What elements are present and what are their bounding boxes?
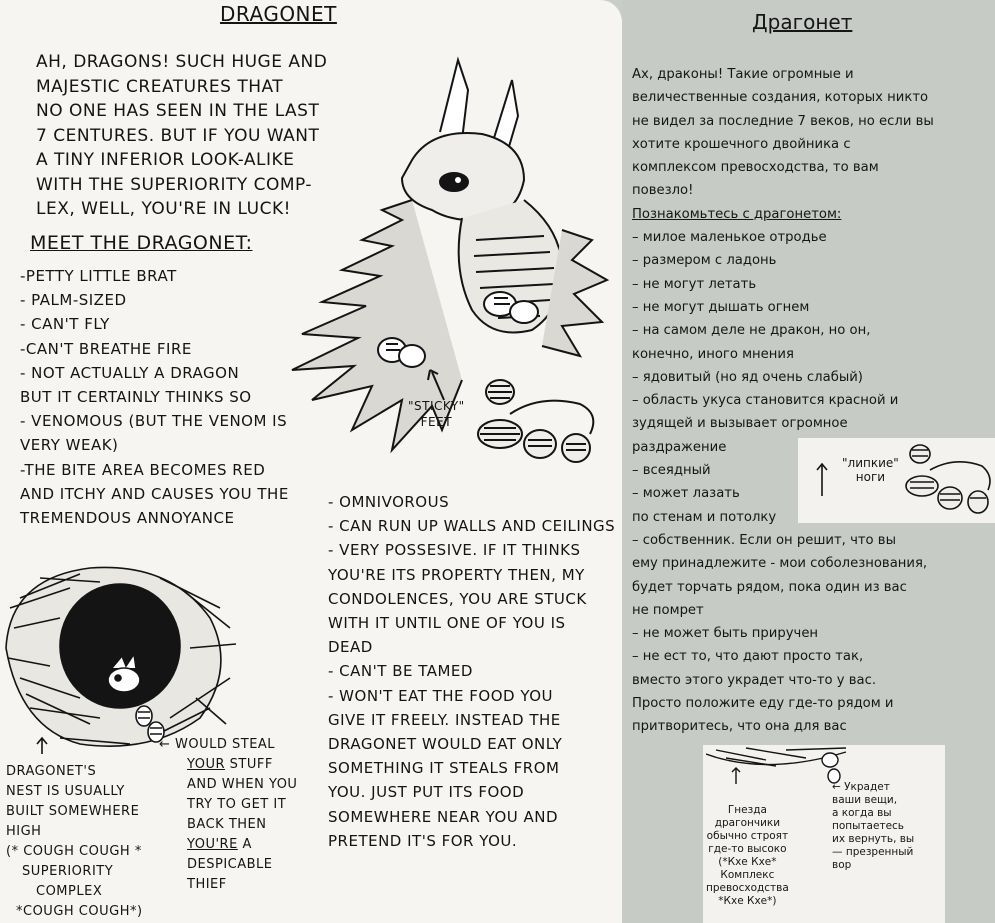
intro-line: NO ONE HAS SEEN IN THE LAST [36,101,320,121]
trait-item: GIVE IT FREELY. INSTEAD THE [328,710,561,729]
trait-item: YOU'RE ITS PROPERTY THEN, MY [328,565,585,584]
intro-line: WITH THE SUPERIORITY COMP- [36,174,313,195]
intro-line: LEX, WELL, YOU'RE IN LUCK! [36,199,291,219]
steal-caption-line: AND WHEN YOU [187,777,298,792]
steal-caption-line [187,755,297,775]
feet-caption-line: "STICKY" [408,399,465,413]
translation-steal-caption [832,781,914,872]
translation-line: зудящей и вызывает огромное [632,416,848,432]
steal-caption-line: THIEF [187,877,227,892]
nest-caption-line: где-то высоко [708,843,787,855]
intro-line: MAJESTIC CREATURES THAT [36,76,284,97]
steal-caption-line [187,835,297,855]
nest-caption-line: SUPERIORITY [22,864,114,879]
trait-item: - VENOMOUS (BUT THE VENOM IS [20,412,288,431]
translation-line: Просто положите еду где-то рядом и [632,696,894,712]
translation-line: будет торчать рядом, пока один из вас [632,579,907,595]
trait-item: - WON'T EAT THE FOOD YOU [328,686,553,705]
translation-body [632,63,934,739]
trait-item: SOMEWHERE NEAR YOU AND [328,807,559,826]
translation-line: ему принадлежите - мои соболезнования, [632,556,928,572]
translation-line: Ах, драконы! Такие огромные и [632,67,854,82]
trait-item: DRAGONET WOULD EAT ONLY [328,735,563,754]
steal-caption-line: их вернуть, вы [832,833,915,845]
trait-item: -THE BITE AREA BECOMES RED [20,460,266,479]
feet-caption [408,398,465,430]
steal-caption-text: A [237,837,252,852]
translation-line: – ядовитый (но яд очень слабый) [632,369,863,385]
trait-item: - CAN RUN UP WALLS AND CEILINGS [328,517,616,536]
traits-list-left [20,264,289,530]
trait-item: -CAN'T BREATHE FIRE [20,339,192,358]
trait-item: - CAN'T FLY [20,315,110,334]
nest-caption-line: BUILT SOMEWHERE [6,804,140,819]
translation-heading: Познакомьтесь с драгонетом: [632,206,842,222]
translation-line: вместо этого украдет что-то у вас. [632,672,877,688]
translation-line: – может лазать [632,486,740,502]
steal-caption-text: STUFF [225,757,273,772]
steal-caption-line: BACK THEN [187,817,267,832]
nest-caption-line: NEST IS USUALLY [6,784,125,799]
translation-line: – область укуса становится красной и [632,393,899,409]
translation-line: по стенам и потолку [632,509,777,525]
intro-line: A TINY INFERIOR LOOK-ALIKE [36,150,295,170]
meet-heading: MEET THE DRAGONET: [30,232,253,254]
translation-feet-caption [842,456,899,484]
trait-item: PRETEND IT'S FOR YOU. [328,831,518,850]
translation-line: конечно, иного мнения [632,346,794,362]
nest-caption-line: Гнезда [727,804,767,816]
trait-item: - VERY POSSESIVE. IF IT THINKS [328,541,581,560]
translation-nest-caption [706,804,789,908]
steal-caption-line: ← Украдет [832,781,890,793]
translation-line: притворитесь, что она для вас [632,719,847,735]
translation-line: – на самом деле не дракон, но он, [632,323,871,339]
nest-illustration-icon [706,746,856,786]
steal-caption [159,735,298,895]
nest-caption-line: (*Кхе Кхе* [718,856,777,868]
trait-item: - CAN'T BE TAMED [328,662,473,681]
trait-item: VERY WEAK) [20,436,119,455]
translation-line: – не ест то, что дают просто так, [632,649,864,665]
trait-item: AND ITCHY AND CAUSES YOU THE [20,484,289,503]
translation-line: – не могут дышать огнем [632,299,810,315]
nest-caption-line: Комплекс [720,869,775,881]
nest-caption-line: драгончики [714,817,781,829]
nest-caption-line: HIGH [6,824,42,839]
steal-caption-line: попытаетесь [832,820,904,832]
translation-title: Драгонет [752,10,853,34]
translation-line: – собственник. Если он решит, что вы [632,532,896,548]
trait-item: BUT IT CERTAINLY THINKS SO [20,388,252,407]
trait-item: - NOT ACTUALLY A DRAGON [20,363,240,382]
trait-item: SOMETHING IT STEALS FROM [328,759,560,778]
steal-caption-line: DESPICABLE [187,857,273,872]
intro-line: AH, DRAGONS! SUCH HUGE AND [36,52,328,72]
feet-illustration-icon [470,374,620,474]
feet-caption-line: FEET [420,415,453,429]
translation-line: – не могут летать [632,276,757,292]
nest-illustration-icon [0,548,240,758]
steal-caption-line: — презренный [832,846,914,858]
translation-line: раздражение [632,439,727,455]
trait-item: -PETTY LITTLE BRAT [20,267,177,285]
translation-line: – милое маленькое отродье [632,230,827,246]
translation-line: – не может быть приручен [632,626,819,642]
nest-caption-line: COMPLEX [36,884,103,899]
nest-caption-line: DRAGONET'S [6,764,97,779]
steal-caption-line: ← WOULD STEAL [159,737,276,752]
feet-caption-line: ноги [855,470,886,484]
translation-line: не видел за последние 7 веков, но если вы [632,113,934,129]
steal-caption-line: а когда вы [832,807,892,819]
feet-caption-line: "липкие" [842,456,899,470]
arrow-icon [812,458,832,498]
intro-line: 7 CENTURES. BUT IF YOU WANT [36,125,320,146]
nest-caption-line: обычно строят [706,830,789,842]
steal-caption-line: вор [832,859,852,871]
trait-item: - OMNIVOROUS [328,493,450,511]
translation-line: величественные создания, которых никто [632,90,929,106]
trait-item: DEAD [328,638,373,657]
nest-caption [6,762,143,922]
translation-line: – размером с ладонь [632,253,777,269]
translation-line: повезло! [632,183,694,199]
youre-emphasis: YOU'RE [187,837,238,852]
nest-caption-line: *Кхе Кхе*) [718,895,777,907]
nest-caption-line: (* COUGH COUGH * [6,844,142,859]
trait-item: - PALM-SIZED [20,291,127,310]
translation-line: не помрет [632,602,704,618]
traits-list-right [328,490,615,853]
nest-caption-line: *COUGH COUGH*) [16,904,143,919]
translation-line: комплексом превосходства, то вам [632,160,879,176]
steal-caption-line: TRY TO GET IT [187,797,287,812]
page-title: DRAGONET [220,2,337,26]
nest-caption-line: превосходства [706,882,789,894]
translation-line: хотите крошечного двойника с [632,136,851,152]
translation-line: – всеядный [632,463,711,479]
your-emphasis: YOUR [187,757,226,772]
steal-caption-line: ваши вещи, [832,794,898,806]
feet-illustration-icon [900,440,995,522]
trait-item: TREMENDOUS ANNOYANCE [20,509,235,528]
trait-item: YOU. JUST PUT ITS FOOD [328,783,525,802]
trait-item: CONDOLENCES, YOU ARE STUCK [328,589,587,608]
trait-item: WITH IT UNTIL ONE OF YOU IS [328,614,566,633]
